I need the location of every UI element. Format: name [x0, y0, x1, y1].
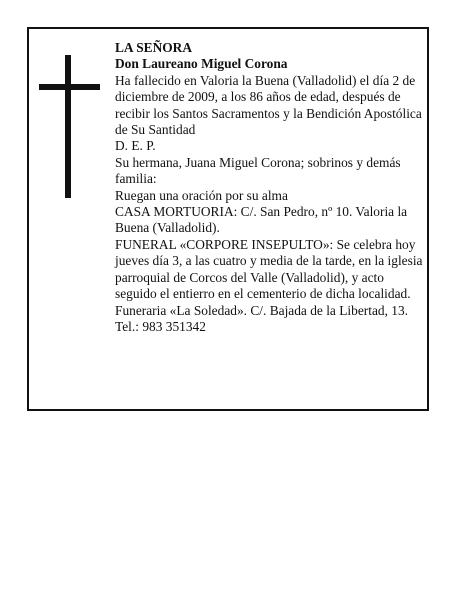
notice-text: [115, 40, 427, 335]
obituary-notice: [27, 27, 429, 411]
family-line: Su hermana, Juana Miguel Corona; sobrinos y demás familia:: [115, 154, 401, 187]
funeral-service-company: Funeraria «La Soledad». C/. Bajada de la Libertad, 13. Tel.: 983 351342: [115, 302, 409, 334]
cross-horizontal-bar: [39, 84, 100, 90]
funeral-home-address: CASA MORTUORIA: C/. San Pedro, nº 10. Valoria la Buena (Valladolid).: [115, 204, 408, 236]
cross-vertical-bar: [65, 55, 71, 198]
rip-line: D. E. P.: [115, 138, 156, 154]
prayer-request: Ruegan una oración por su alma: [115, 187, 288, 203]
death-statement: Ha fallecido en Valoria la Buena (Valladolid) el día 2 de diciembre de 2009, a los 86 años de edad, después de recibir los Santos Sacramentos y la Bendición Apostólica de Su Santidad: [115, 72, 422, 138]
funeral-details: FUNERAL «CORPORE INSEPULTO»: Se celebra hoy jueves día 3, a las cuatro y media de la tarde, en la iglesia parroquial de Corcos del Valle (Valladolid), y acto seguido el entierro en el cementerio de dicha localidad.: [115, 236, 423, 302]
deceased-name: Don Laureano Miguel Corona: [115, 56, 288, 72]
cross-icon: [39, 55, 100, 198]
notice-title: LA SEÑORA: [115, 40, 193, 55]
